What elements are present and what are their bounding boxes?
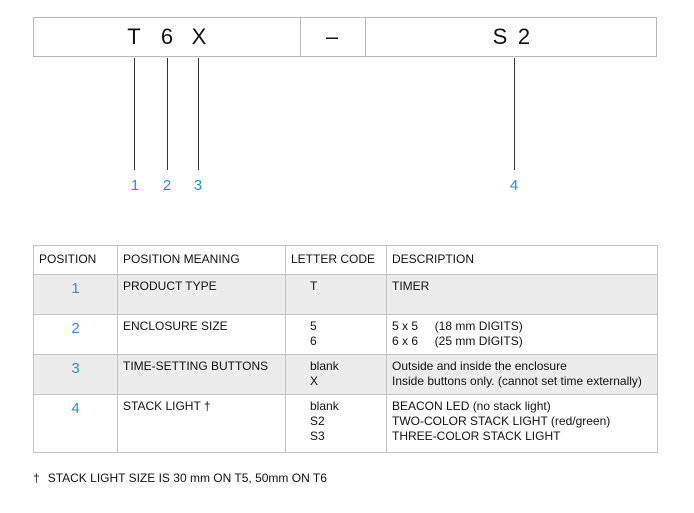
code-glyph-enclosure-size: 6: [160, 24, 174, 49]
row-letter-codes: [286, 395, 387, 453]
row-position: 4: [34, 395, 118, 453]
row-meaning: PRODUCT TYPE: [118, 275, 286, 315]
header-description: DESCRIPTION: [387, 246, 658, 275]
description: 5 x 5 (18 mm DIGITS): [392, 319, 523, 333]
table-row: [34, 395, 658, 453]
header-position: POSITION: [34, 246, 118, 275]
row-position: 2: [34, 315, 118, 355]
leader-line: [134, 58, 135, 170]
letter-code: S2: [310, 414, 325, 428]
letter-code: blank: [310, 399, 339, 413]
row-descriptions: [387, 275, 658, 315]
letter-code: X: [310, 374, 319, 388]
row-meaning: ENCLOSURE SIZE: [118, 315, 286, 355]
table-header-row: [34, 246, 658, 275]
code-glyph-product-type: T: [127, 24, 141, 49]
leader-line: [198, 58, 199, 170]
table-row: [34, 355, 658, 395]
position-label: 3: [193, 177, 203, 194]
code-glyph-stack-light-digit: 2: [517, 24, 531, 49]
description: Inside buttons only. (cannot set time externally): [392, 374, 642, 388]
position-label: 1: [130, 177, 140, 194]
code-glyph-buttons: X: [191, 24, 207, 49]
description: TIMER: [392, 279, 430, 293]
header-letter-code: LETTER CODE: [286, 246, 387, 275]
code-table: [33, 245, 658, 453]
row-descriptions: [387, 315, 658, 355]
position-label: 4: [509, 177, 519, 194]
letter-code: 6: [310, 334, 317, 348]
letter-code: 5: [310, 319, 317, 333]
row-letter-codes: [286, 315, 387, 355]
leader-line: [514, 58, 515, 170]
code-box-divider: [365, 18, 366, 56]
footnote-dagger: †: [33, 471, 40, 485]
description: THREE-COLOR STACK LIGHT: [392, 429, 561, 443]
description: Outside and inside the enclosure: [392, 359, 567, 373]
table-row: [34, 315, 658, 355]
description: BEACON LED (no stack light): [392, 399, 551, 413]
row-meaning: STACK LIGHT †: [118, 395, 286, 453]
code-glyph-dash: –: [325, 24, 339, 49]
letter-code: T: [310, 279, 318, 293]
description: TWO-COLOR STACK LIGHT (red/green): [392, 414, 611, 428]
row-descriptions: [387, 355, 658, 395]
description: 6 x 6 (25 mm DIGITS): [392, 334, 523, 348]
letter-code: blank: [310, 359, 339, 373]
code-glyph-stack-light-letter: S: [492, 24, 508, 49]
footnote: [33, 471, 327, 485]
row-meaning: TIME-SETTING BUTTONS: [118, 355, 286, 395]
footnote-text: STACK LIGHT SIZE IS 30 mm ON T5, 50mm ON T6: [47, 471, 327, 485]
row-position: 1: [34, 275, 118, 315]
code-box-divider: [300, 18, 301, 56]
row-descriptions: [387, 395, 658, 453]
table-row: [34, 275, 658, 315]
row-position: 3: [34, 355, 118, 395]
letter-code: S3: [310, 429, 325, 443]
position-label: 2: [162, 177, 172, 194]
leader-line: [167, 58, 168, 170]
row-letter-codes: [286, 355, 387, 395]
row-letter-codes: [286, 275, 387, 315]
header-position-meaning: POSITION MEANING: [118, 246, 286, 275]
